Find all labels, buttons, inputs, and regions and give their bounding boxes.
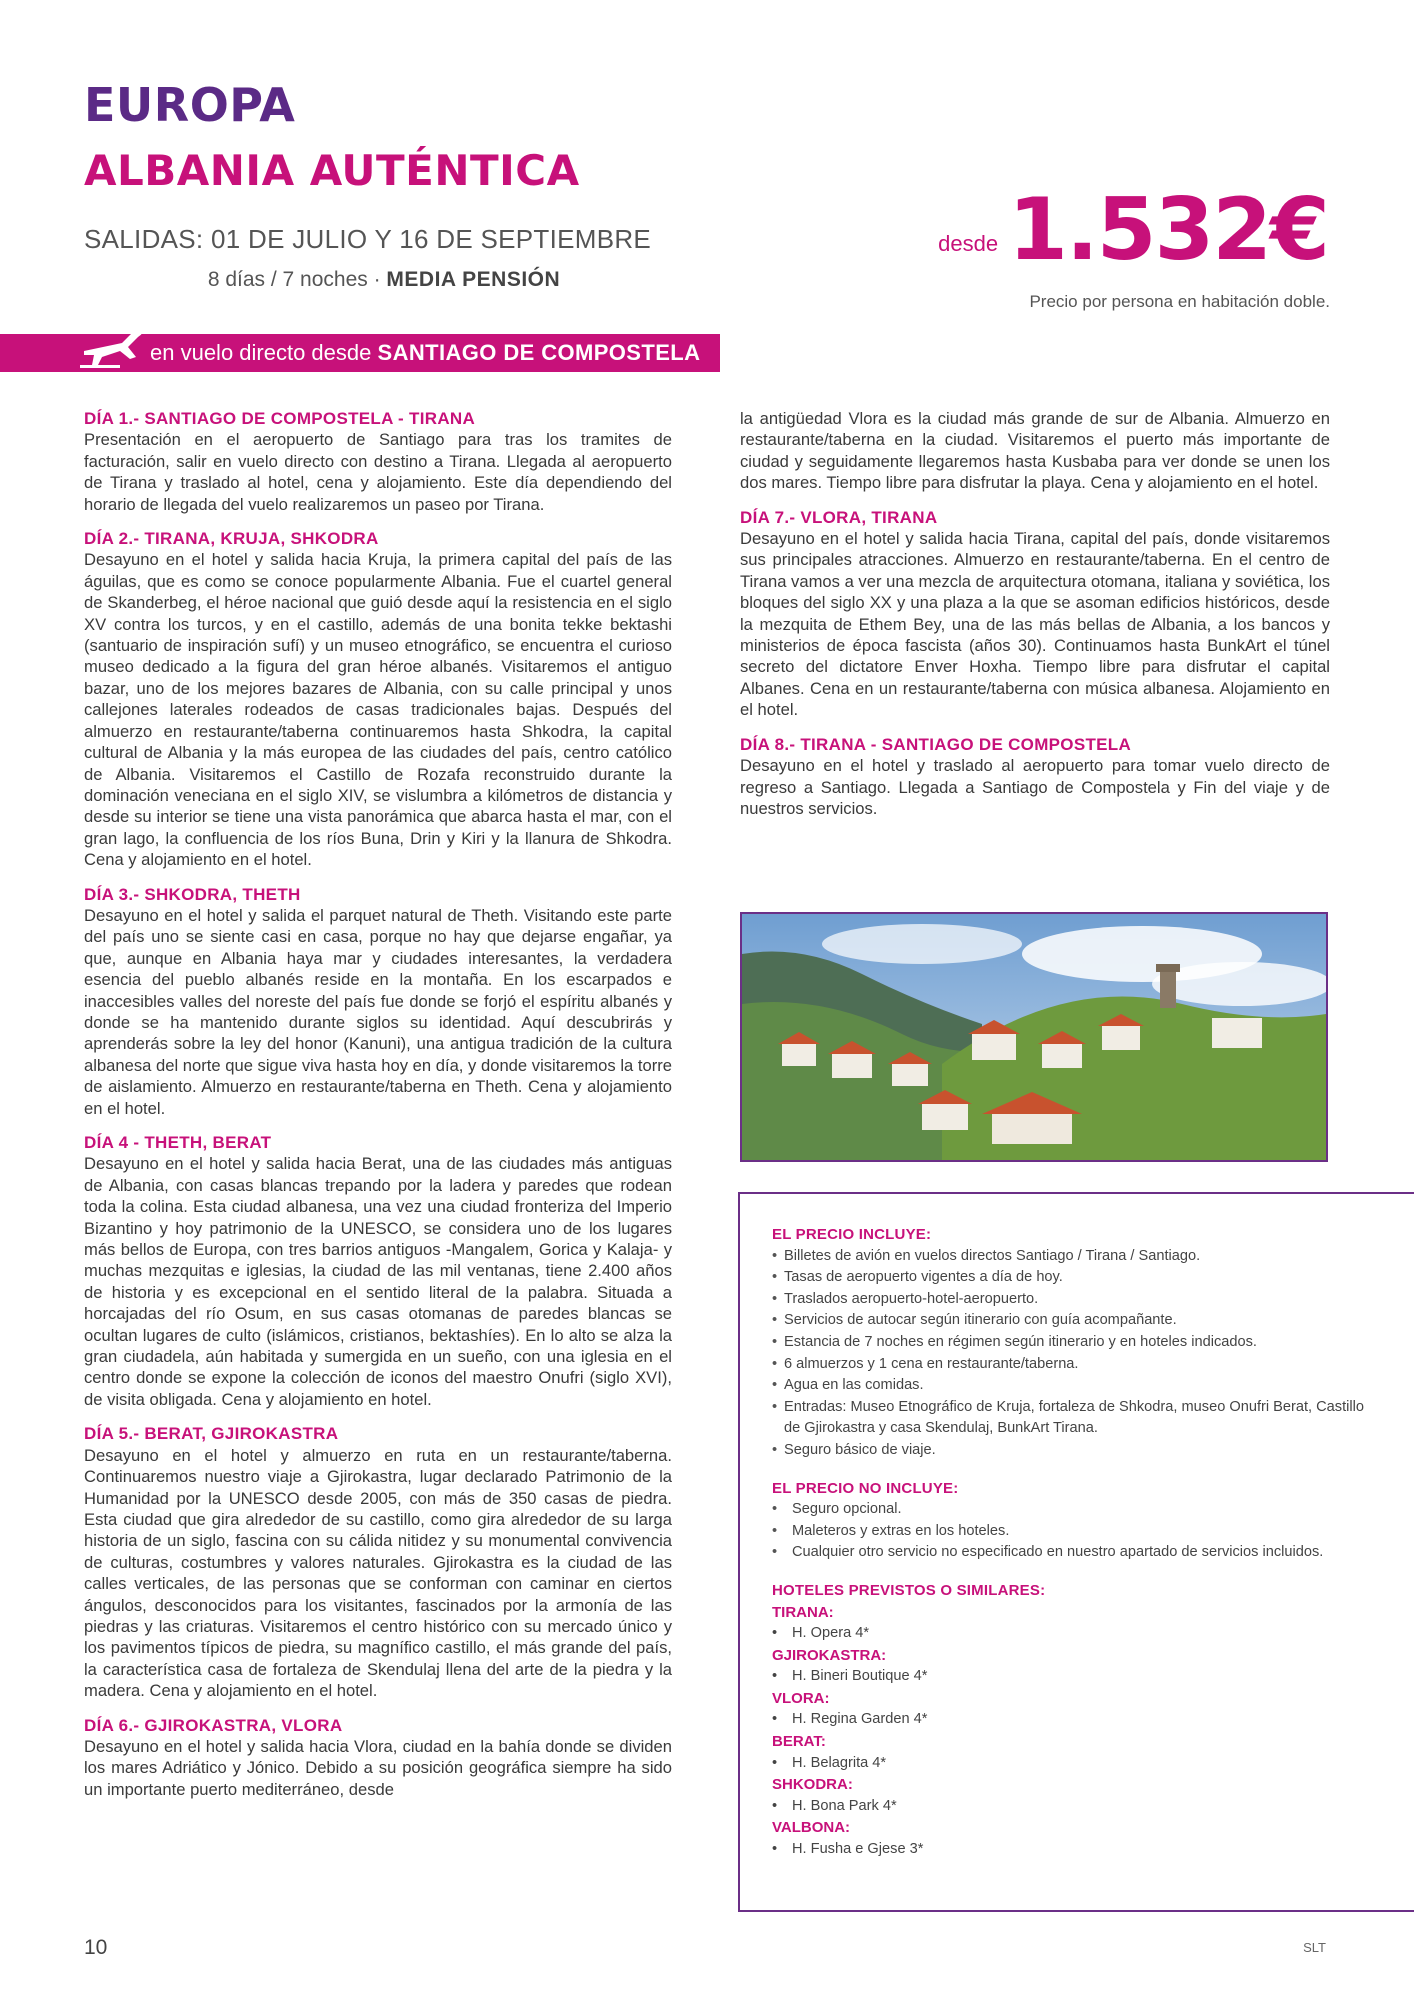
departure-dates: SALIDAS: 01 DE JULIO Y 16 DE SEPTIEMBRE (84, 224, 652, 254)
itinerary-day (84, 1132, 672, 1410)
list-item: • Billetes de avión en vuelos directos Santiago / Tirana / Santiago. (772, 1246, 1374, 1268)
hotel-name: • H. Bona Park 4* (772, 1796, 1374, 1818)
itinerary-day (84, 408, 672, 515)
hotels-list (772, 1602, 1374, 1861)
price-from-label: desde (938, 231, 999, 256)
page-title: ALBANIA AUTÉNTICA (84, 146, 580, 195)
day-title: DÍA 3.- SHKODRA, THETH (84, 884, 301, 904)
duration-text: 8 días / 7 noches · (207, 268, 387, 291)
hotel-city: TIRANA: (772, 1603, 834, 1621)
day-text: Desayuno en el hotel y almuerzo en ruta en un restaurante/taberna. Continuaremos nuestro viaje a Gjirokastra, lugar declarado Patrimonio de la Humanidad por la UNESCO desde 2005, con más de 350 casas de piedra. Esta ciudad que gira alrededor de su castillo, como gira alrededor de su larga historia de un siglo, fascina con su cálida nitidez y su monumental convivencia de culturas, costumbres y valores naturales. Gjirokastra es la ciudad de las calles verticales, de las personas que se conforman con caminar en ciertos ángulos, desconocidos para los visitantes, fascinados por la armonía de las piedras y las criaturas. Visitaremos el centro histórico con su mercado único y los pavimentos típicos de piedra, su magnífico castillo, el más grande del país, la característica casa de fortaleza de Skendulaj llena del arte de la piedra y la madera. Cena y alojamiento en el hotel. (84, 1445, 672, 1701)
hotel-name: • H. Regina Garden 4* (772, 1709, 1374, 1731)
itinerary-day-continued (740, 408, 1330, 494)
page-number: 10 (84, 1936, 108, 1959)
day-title: DÍA 4 - THETH, BERAT (84, 1133, 272, 1152)
list-item: • Estancia de 7 noches en régimen según itinerario y en hoteles indicados. (772, 1332, 1374, 1354)
list-item: • Servicios de autocar según itinerario con guía acompañante. (772, 1310, 1374, 1332)
hotel-name: • H. Belagrita 4* (772, 1753, 1374, 1775)
flight-prefix: en vuelo directo desde (150, 340, 378, 365)
hotels-title: HOTELES PREVISTOS O SIMILARES: (772, 1581, 1046, 1599)
hotel-name: • H. Bineri Boutique 4* (772, 1666, 1374, 1688)
list-item: • Tasas de aeropuerto vigentes a día de hoy. (772, 1267, 1374, 1289)
day-text: Desayuno en el hotel y traslado al aeropuerto para tomar vuelo directo de regreso a Santiago. Llegada a Santiago de Compostela y Fin del viaje y de nuestros servicios. (740, 756, 1330, 818)
hotel-city: GJIROKASTRA: (772, 1646, 887, 1664)
day-text: Desayuno en el hotel y salida el parquet natural de Theth. Visitando este parte del país uno se siente casi en casa, porque no hay que dejarse engañar, ya que, aunque en Albania haya mar y ciudades interesantes, la verdadera esencia del pueblo albanés reside en la montaña. En los escarpados e inaccesibles valles del noreste del país fue donde se forjó el espíritu albanés y donde se ha mantenido durante siglos su identidad. Aquí descubrirás y aprenderás sobre la ley del honor (Kanuni), una antigua tradición de la cultura albanesa del norte que sigue viva hasta hoy en día, y donde visitaremos la torre de aislamiento. Almuerzo en restaurante/taberna en Theth. Cena y alojamiento en el hotel. (84, 905, 672, 1118)
plane-icon (76, 321, 148, 371)
day-title: DÍA 7.- VLORA, TIRANA (740, 507, 938, 527)
flight-city: SANTIAGO DE COMPOSTELA (377, 340, 701, 365)
price-value: 1.532€ (1008, 180, 1328, 280)
kruja-castle-illustration (742, 914, 1326, 1160)
region-heading: EUROPA (84, 78, 296, 132)
day-text: Presentación en el aeropuerto de Santiago para tras los tramites de facturación, salir en vuelo directo con destino a Tirana. Llegada al aeropuerto de Tirana y traslado al hotel, cena y alojamiento. Este día dependiendo del horario de llegada del vuelo realizaremos un paseo por Tirana. (84, 430, 672, 514)
hotel-city: SHKODRA: (772, 1776, 853, 1794)
day-text: Desayuno en el hotel y salida hacia Tirana, capital del país, donde visitaremos sus principales atracciones. Almuerzo en restaurante/taberna. En el centro de Tirana vamos a ver una mezcla de arquitectura otomana, italiana y soviética, los bloques del siglo XX y una plaza a la que se asoman edificios históricos, desde la mezquita de Ethem Bey, una de las más bellas de Albania, a los bancos y ministerios de época fascista (años 30). Continuamos hasta BunkArt el túnel secreto del dictatore Enver Hoxha. Tiempo libre para disfrutar el capital Albanes. Cena en un restaurante/taberna con música albanesa. Alojamiento en el hotel. (740, 529, 1330, 720)
itinerary-day (740, 734, 1330, 820)
hotel-city: VLORA: (772, 1689, 830, 1707)
list-item: • Entradas: Museo Etnográfico de Kruja, fortaleza de Shkodra, museo Onufri Berat, Castillo de Gjirokastra y casa Skendulaj, BunkArt Tirana. (772, 1397, 1374, 1440)
day-title: DÍA 5.- BERAT, GJIROKASTRA (84, 1424, 339, 1444)
list-item: • Seguro básico de viaje. (772, 1440, 1374, 1462)
board-type: MEDIA PENSIÓN (386, 268, 561, 291)
itinerary-day (84, 1423, 672, 1701)
flight-text (150, 340, 700, 366)
hotel-city: BERAT: (772, 1733, 826, 1751)
itinerary-right-column (740, 408, 1330, 832)
trip-duration (84, 268, 684, 292)
day-title: DÍA 2.- TIRANA, KRUJA, SHKODRA (84, 529, 379, 549)
itinerary-left-column (84, 408, 672, 1813)
includes-title: EL PRECIO INCLUYE: (772, 1226, 932, 1243)
itinerary-day (84, 528, 672, 871)
includes-list (772, 1246, 1374, 1462)
day-title: DÍA 8.- TIRANA - SANTIAGO DE COMPOSTELA (740, 734, 1132, 754)
hotel-city: VALBONA: (772, 1819, 851, 1837)
day-text: Desayuno en el hotel y salida hacia Berat, una de las ciudades más antiguas de Albania, con casas blancas trepando por la ladera y paredes que rodean toda la colina. Esta ciudad albanesa, una vez una ciudad fronteriza del Imperio Bizantino y hoy patrimonio de la UNESCO, se considera uno de los lugares más bellos de Europa, con tres barrios antiguos -Mangalem, Gorica y Kalaja- y muchas mezquitas e iglesias, la ciudad de las mil ventanas, tiene 2.400 años de historia y es excepcional en el sentido literal de la palabra. Situada a horcajadas del río Osum, en sus casas otomanas de paredes blancas se ocultan lugares de culto (islámicos, cristianos, bektashíes). En lo alto se alza la gran ciudadela, aún habitada y sumergida en un sueño, con una iglesia en el centro donde se expone la colección de iconos del maestro Onufri (siglo XVI), de visita obligada. Cena y alojamiento en hotel. (84, 1154, 672, 1409)
brand-mark: SLT (1303, 1940, 1326, 1955)
hotel-name: • H. Fusha e Gjese 3* (772, 1839, 1374, 1861)
price-note: Precio por persona en habitación doble. (1029, 292, 1330, 311)
excludes-title: EL PRECIO NO INCLUYE: (772, 1479, 959, 1497)
hotel-name: • H. Opera 4* (772, 1623, 1374, 1645)
list-item: • Maleteros y extras en los hoteles. (772, 1521, 1374, 1543)
list-item: • Agua en las comidas. (772, 1375, 1374, 1397)
itinerary-day (84, 884, 672, 1119)
landscape-photo (740, 912, 1328, 1162)
list-item: • Traslados aeropuerto-hotel-aeropuerto. (772, 1289, 1374, 1311)
day-text: Desayuno en el hotel y salida hacia Kruja, la primera capital del país de las águilas, que es como se conoce popularmente Albania. Fue el cuartel general de Skanderbeg, el héroe nacional que guió desde aquí la resistencia en el siglo XV contra los turcos, y en el castillo, además de una bonita tekke bektashi (santuario de inspiración sufí) y un museo etnográfico, se encuentra el curioso museo dedicado a la figura del gran héroe albanés. Visitaremos el antiguo bazar, uno de los mejores bazares de Albania, con su calle principal y unos callejones laterales rodeados de casas tradicionales bajas. Después del almuerzo en restaurante/taberna continuaremos hasta Shkodra, la capital cultural de Albania y la más europea de las ciudades del país, centro católico de Albania. Visitaremos el Castillo de Rozafa reconstruido durante la dominación veneciana en el siglo XIV, se vislumbra a kilómetros de distancia y desde su interior se tiene una vista panorámica que abarca hasta el mar, con el gran lago, la confluencia de los ríos Buna, Drin y Kiri y la llanura de Shkodra. Cena y alojamiento en el hotel. (84, 550, 672, 870)
list-item: • Cualquier otro servicio no especificado en nuestro apartado de servicios incluidos. (772, 1542, 1374, 1564)
excludes-list (772, 1499, 1374, 1564)
day-title: DÍA 6.- GJIROKASTRA, VLORA (84, 1715, 343, 1735)
itinerary-day (84, 1715, 672, 1801)
list-item: • 6 almuerzos y 1 cena en restaurante/taberna. (772, 1354, 1374, 1376)
day-text: Desayuno en el hotel y salida hacia Vlora, ciudad en la bahía donde se dividen los mares Adriático y Jónico. Debido a su posición geográfica siempre ha sido un importante puerto mediterráneo, desde (84, 1736, 672, 1799)
flight-banner (0, 334, 720, 372)
day-title: DÍA 1.- SANTIAGO DE COMPOSTELA - TIRANA (84, 409, 476, 428)
itinerary-day (740, 507, 1330, 721)
list-item: • Seguro opcional. (772, 1499, 1374, 1521)
info-box (738, 1192, 1414, 1912)
price-block (938, 180, 1328, 280)
day-text: la antigüedad Vlora es la ciudad más grande de sur de Albania. Almuerzo en restaurante/taberna en la ciudad. Visitaremos el puerto más importante de ciudad y seguidamente llegaremos hasta Kusbaba para ver donde se unen los dos mares. Tiempo libre para disfrutar la playa. Cena y alojamiento en el hotel. (740, 409, 1330, 493)
